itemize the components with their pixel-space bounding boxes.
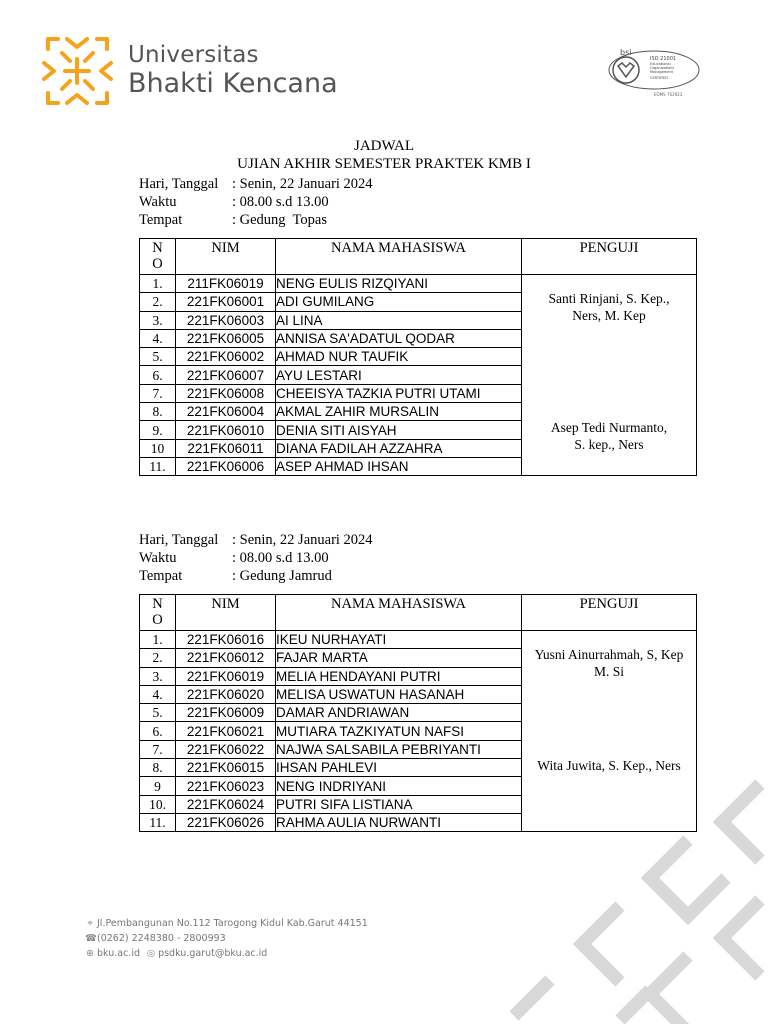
row-nim: 221FK06006 [176, 457, 276, 475]
row-student-name: MUTIARA TAZKIYATUN NAFSI [276, 722, 522, 740]
row-nim: 221FK06011 [176, 439, 276, 457]
row-nim: 221FK06007 [176, 366, 276, 384]
decorative-pattern [510, 770, 768, 1024]
row-number: 8. [140, 759, 176, 777]
info-value: : Senin, 22 Januari 2024 [232, 176, 373, 192]
row-nim: 221FK06008 [176, 384, 276, 402]
logo-line-2: Bhakti Kencana [128, 68, 338, 99]
university-name [128, 44, 338, 97]
document-subtitle: UJIAN AKHIR SEMESTER PRAKTEK KMB I [237, 156, 531, 172]
row-number: 2. [140, 293, 176, 311]
row-nim: 221FK06002 [176, 348, 276, 366]
row-student-name: AI LINA [276, 311, 522, 329]
row-number: 4. [140, 329, 176, 347]
info-label: Waktu [139, 550, 177, 566]
table-row [140, 275, 697, 293]
examiner-2 [522, 419, 696, 453]
table-row [140, 631, 697, 649]
row-number: 5. [140, 704, 176, 722]
row-number: 7. [140, 740, 176, 758]
examiner-1 [522, 646, 696, 680]
row-student-name: IHSAN PAHLEVI [276, 759, 522, 777]
row-number: 4. [140, 685, 176, 703]
table-header-row [140, 595, 697, 631]
row-student-name: IKEU NURHAYATI [276, 631, 522, 649]
university-logo-icon [40, 35, 115, 107]
row-student-name: ANNISA SA'ADATUL QODAR [276, 329, 522, 347]
row-student-name: DENIA SITI AISYAH [276, 421, 522, 439]
document-title: JADWAL [354, 138, 414, 154]
footer-website[interactable]: bku.ac.id [97, 948, 141, 959]
examiner-line: Ners, M. Kep [572, 308, 646, 323]
row-number: 11. [140, 813, 176, 831]
row-nim: 221FK06009 [176, 704, 276, 722]
footer-address: Jl.Pembangunan No.112 Tarogong Kidul Kab.Garut 44151 [97, 918, 368, 929]
footer-web-line [85, 946, 368, 961]
header-nim: NIM [176, 239, 276, 275]
row-student-name: ADI GUMILANG [276, 293, 522, 311]
info-value: : Gedung Jamrud [232, 568, 332, 584]
row-nim: 221FK06001 [176, 293, 276, 311]
row-number: 10. [140, 795, 176, 813]
row-number: 2. [140, 649, 176, 667]
info-value: : Gedung Topas [232, 212, 327, 228]
row-nim: 221FK06026 [176, 813, 276, 831]
row-nim: 221FK06005 [176, 329, 276, 347]
cert-line: Management [650, 70, 674, 74]
row-student-name: PUTRI SIFA LISTIANA [276, 795, 522, 813]
row-number: 7. [140, 384, 176, 402]
row-nim: 221FK06012 [176, 649, 276, 667]
row-nim: 221FK06020 [176, 685, 276, 703]
row-nim: 221FK06004 [176, 403, 276, 421]
examiner-line: S. kep., Ners [574, 437, 644, 452]
info-label: Waktu [139, 194, 177, 210]
header-no: N O [140, 239, 176, 275]
bsi-certification-badge [606, 46, 702, 98]
row-nim: 221FK06003 [176, 311, 276, 329]
info-label: Tempat [139, 212, 183, 228]
row-student-name: AKMAL ZAHIR MURSALIN [276, 403, 522, 421]
info-label: Hari, Tanggal [139, 532, 219, 548]
info-label: Tempat [139, 568, 183, 584]
info-label: Hari, Tanggal [139, 176, 219, 192]
info-value: : 08.00 s.d 13.00 [232, 550, 329, 566]
row-nim: 221FK06024 [176, 795, 276, 813]
row-student-name: DAMAR ANDRIAWAN [276, 704, 522, 722]
table-header-row [140, 239, 697, 275]
header-penguji: PENGUJI [522, 239, 697, 275]
footer-phone: (0262) 2248380 - 2800993 [97, 933, 226, 944]
row-nim: 221FK06015 [176, 759, 276, 777]
session-2-info [139, 531, 373, 585]
row-number: 9. [140, 421, 176, 439]
row-number: 10 [140, 439, 176, 457]
row-student-name: AYU LESTARI [276, 366, 522, 384]
row-number: 9 [140, 777, 176, 795]
header-nama: NAMA MAHASISWA [276, 239, 522, 275]
footer-email[interactable]: psdku.garut@bku.ac.id [158, 948, 268, 959]
row-nim: 221FK06023 [176, 777, 276, 795]
footer-contact [85, 916, 368, 961]
globe-icon: ⊕ [86, 948, 94, 959]
row-number: 1. [140, 631, 176, 649]
footer-phone-line [85, 931, 368, 946]
examiner-line: Wita Juwita, S. Kep., Ners [537, 758, 681, 773]
row-nim: 211FK06019 [176, 275, 276, 293]
row-number: 8. [140, 403, 176, 421]
info-value: : Senin, 22 Januari 2024 [232, 532, 373, 548]
cert-code: EOMS 763923 [654, 92, 683, 97]
phone-icon: ☎ [85, 933, 97, 944]
row-number: 6. [140, 366, 176, 384]
schedule-table-1 [139, 238, 697, 476]
row-nim: 221FK06016 [176, 631, 276, 649]
location-icon: ⌖ [87, 918, 93, 929]
header-penguji: PENGUJI [522, 595, 697, 631]
penguji-cell [522, 275, 697, 476]
session-1-info [139, 175, 373, 229]
row-student-name: NENG EULIS RIZQIYANI [276, 275, 522, 293]
cert-line: ISO 21001 [650, 56, 677, 62]
row-student-name: MELIA HENDAYANI PUTRI [276, 667, 522, 685]
cert-line: Educational [650, 62, 671, 66]
info-value: : 08.00 s.d 13.00 [232, 194, 329, 210]
row-nim: 221FK06019 [176, 667, 276, 685]
cert-line: Organizations [650, 66, 675, 70]
row-student-name: ASEP AHMAD IHSAN [276, 457, 522, 475]
logo-line-1: Universitas [128, 42, 259, 68]
examiner-line: M. Si [593, 664, 624, 679]
row-student-name: MELISA USWATUN HASANAH [276, 685, 522, 703]
row-student-name: NENG INDRIYANI [276, 777, 522, 795]
row-student-name: AHMAD NUR TAUFIK [276, 348, 522, 366]
row-number: 11. [140, 457, 176, 475]
row-number: 6. [140, 722, 176, 740]
row-nim: 221FK06021 [176, 722, 276, 740]
row-student-name: NAJWA SALSABILA PEBRIYANTI [276, 740, 522, 758]
row-number: 1. [140, 275, 176, 293]
cert-line: CERTIFIED [650, 76, 668, 80]
header-nama: NAMA MAHASISWA [276, 595, 522, 631]
row-number: 3. [140, 311, 176, 329]
examiner-1 [522, 290, 696, 324]
footer-address-line [85, 916, 368, 931]
row-student-name: DIANA FADILAH AZZAHRA [276, 439, 522, 457]
row-student-name: FAJAR MARTA [276, 649, 522, 667]
header-no: N O [140, 595, 176, 631]
row-student-name: RAHMA AULIA NURWANTI [276, 813, 522, 831]
header-nim: NIM [176, 595, 276, 631]
examiner-line: Santi Rinjani, S. Kep., [548, 291, 670, 306]
row-student-name: CHEEISYA TAZKIA PUTRI UTAMI [276, 384, 522, 402]
row-number: 5. [140, 348, 176, 366]
row-nim: 221FK06022 [176, 740, 276, 758]
row-nim: 221FK06010 [176, 421, 276, 439]
cert-brand-text: bsi [620, 48, 632, 57]
examiner-line: Yusni Ainurrahmah, S, Kep [534, 647, 684, 662]
row-number: 3. [140, 667, 176, 685]
examiner-line: Asep Tedi Nurmanto, [550, 420, 668, 435]
instagram-icon: ◎ [146, 948, 156, 959]
